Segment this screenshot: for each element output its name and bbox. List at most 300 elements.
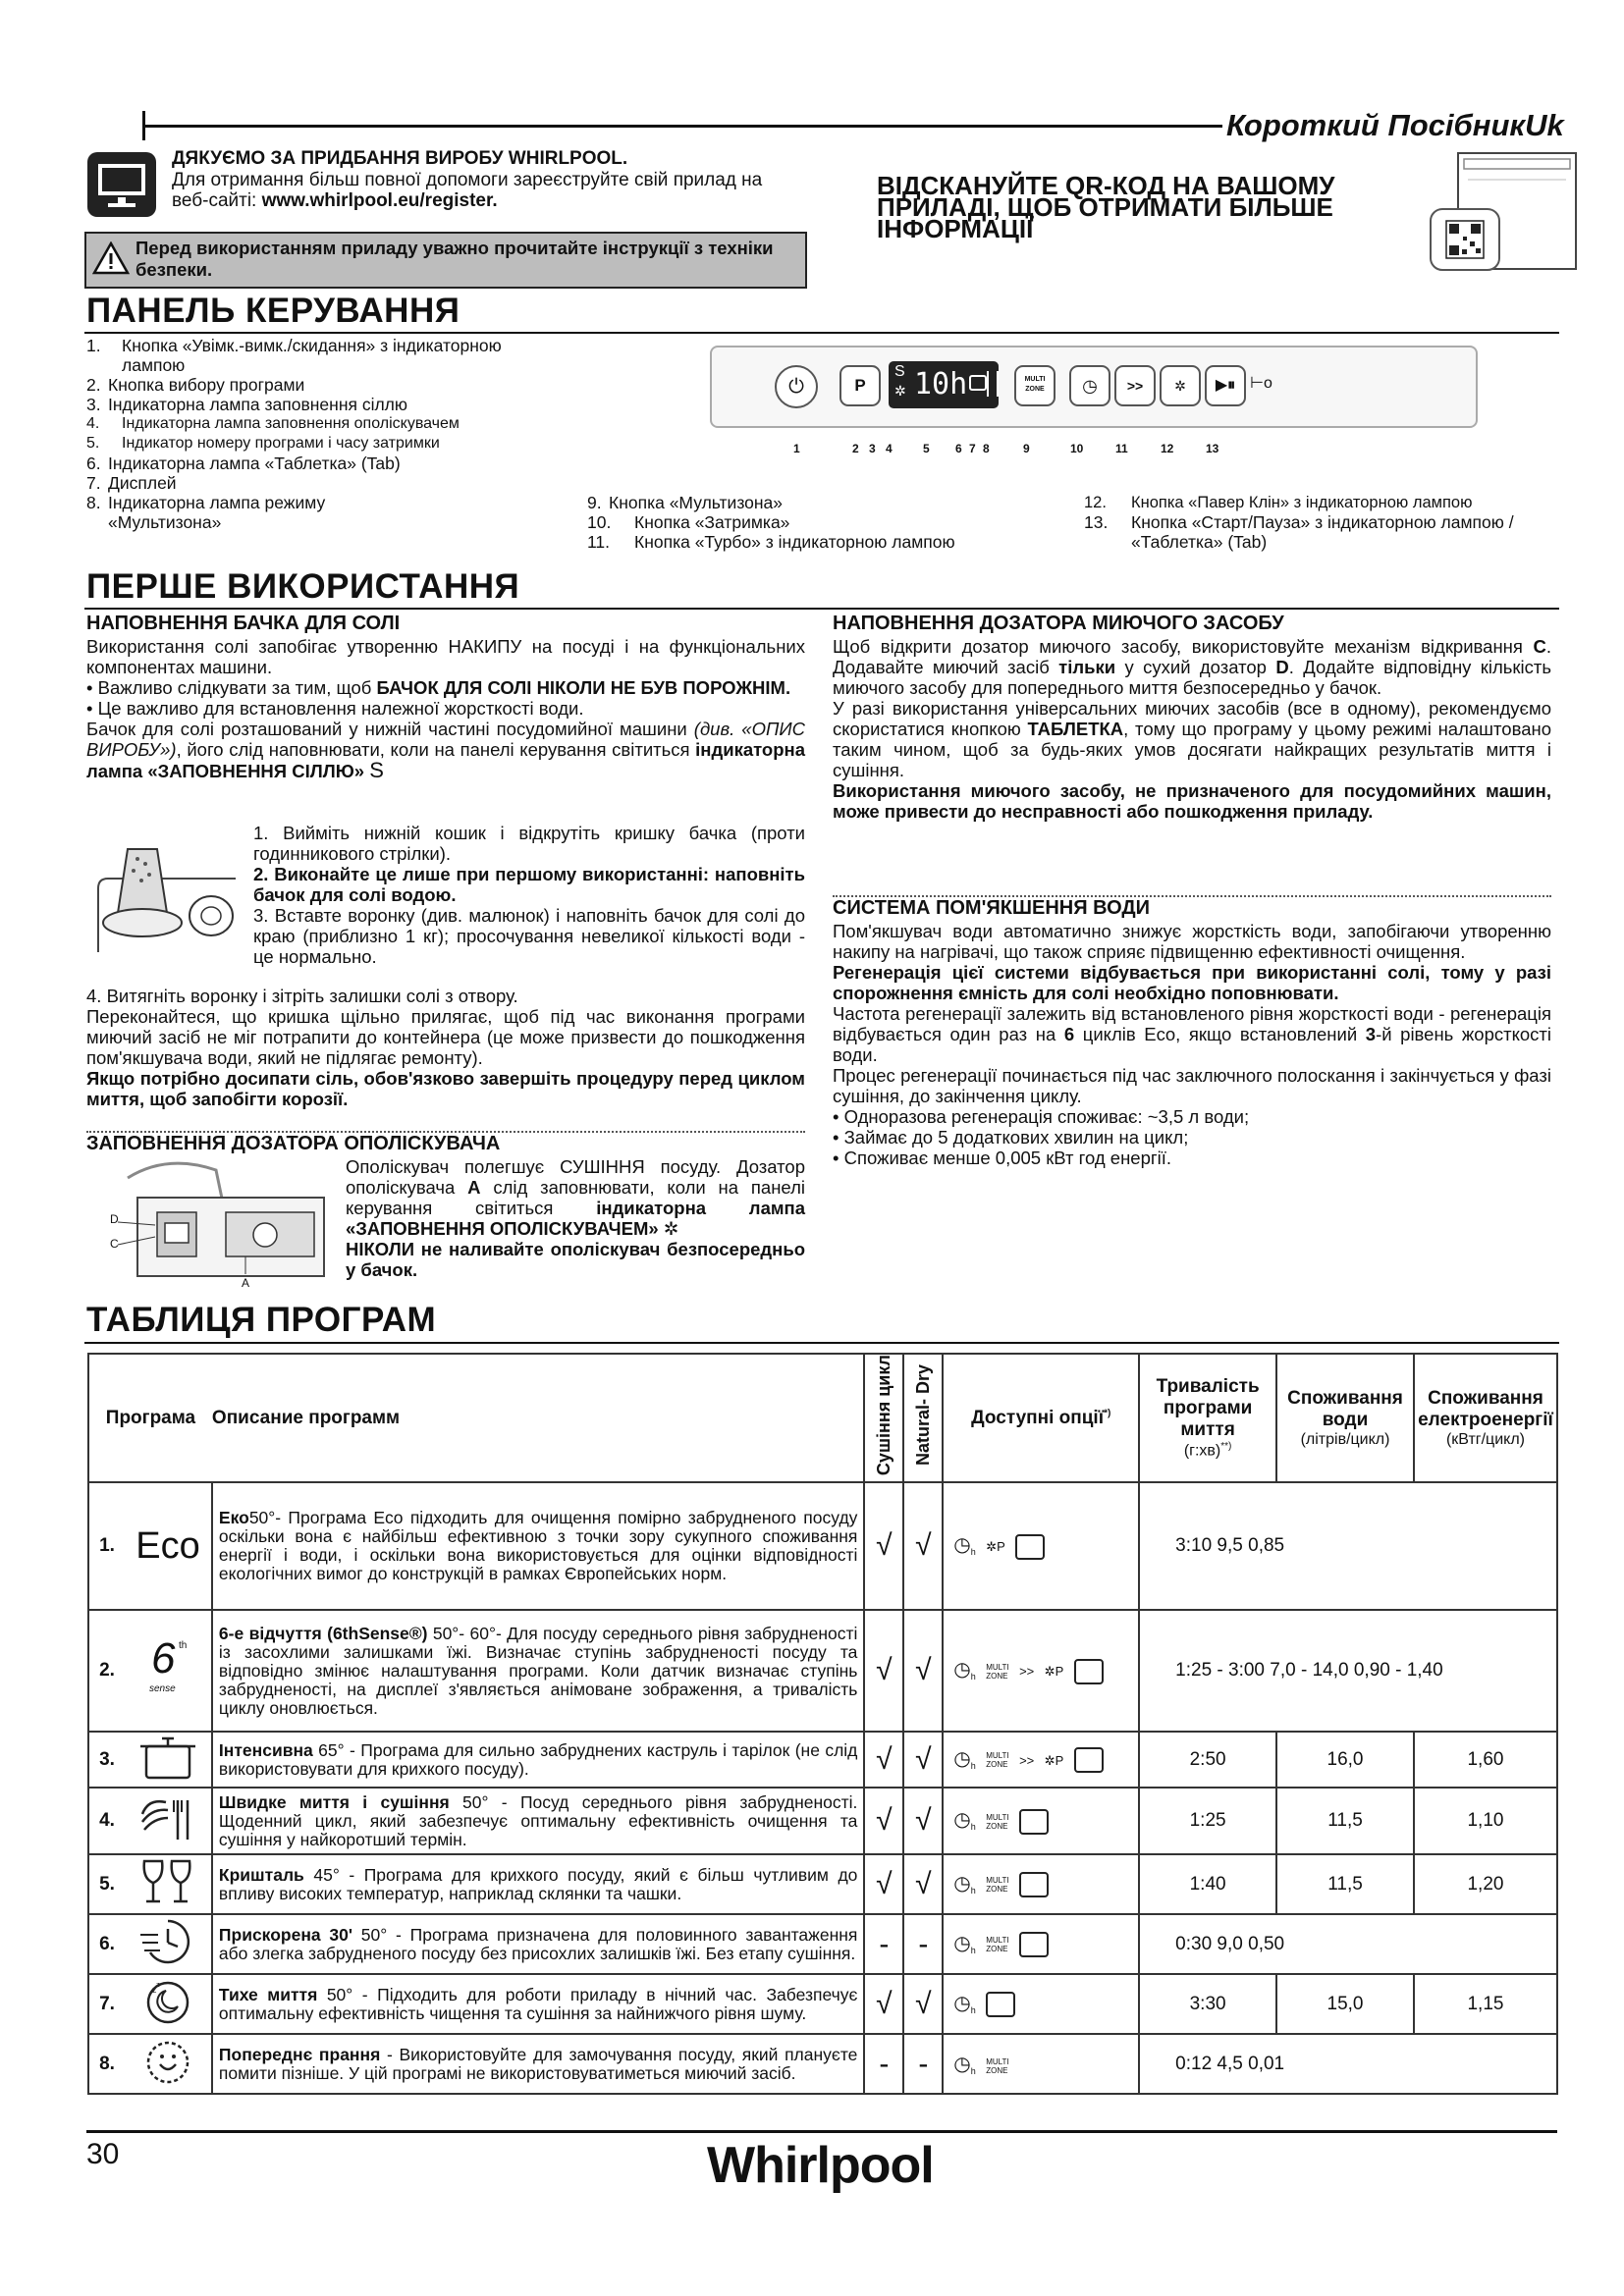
program-description	[212, 1732, 864, 1788]
rinse-title: ЗАПОВНЕННЯ ДОЗАТОРА ОПОЛІСКУВАЧА	[86, 1133, 501, 1154]
duration-value: 1:25 - 3:00	[1175, 1660, 1265, 1682]
cp-item	[587, 493, 1058, 512]
callout-11: 11	[1115, 442, 1128, 455]
callout-1: 1	[793, 442, 800, 455]
cp-item	[86, 414, 548, 434]
program-number: 3.	[99, 1748, 115, 1770]
drying-mark: √	[864, 1854, 903, 1914]
cp-item	[86, 434, 548, 454]
delay-option-icon: ◷	[953, 1992, 971, 2014]
program-cell	[88, 2034, 212, 2094]
multizone-option-icon: MULTI ZONE	[986, 1751, 1009, 1770]
salt-illustration	[88, 820, 245, 957]
table-row	[88, 1482, 1557, 1610]
header-rule	[142, 125, 1222, 128]
program-desc-text: 50°- Програма Eco підходить для очищення помірно забрудненого посуду оскільки вона є найбільш ефективною з точки зору сукупного споживання енергії і води, і оскільки вона використовується для оцінки відповідності екологічних вимог до конструкцій в рамках Європейських норм.	[218, 1508, 858, 1584]
delay-option-icon: ◷	[953, 1872, 971, 1895]
cp-item-label: Індикаторна лампа «Таблетка» (Tab)	[108, 454, 401, 473]
values-cell	[1139, 2034, 1557, 2094]
softener-freq-b: 6	[1063, 1024, 1075, 1044]
power-clean-option-icon: ✲P	[986, 1539, 1005, 1555]
softener-title: СИСТЕМА ПОМ'ЯКШЕННЯ ВОДИ	[833, 897, 1151, 919]
detergent-warning: Використання миючого засобу, не призначеного для посудомийних машин, може привести до несправності або пошкодження приладу.	[833, 780, 1551, 822]
header-energy-unit: (кВтг/цикл)	[1445, 1430, 1525, 1448]
svg-text:z: z	[151, 1985, 157, 1996]
duration-value: 1:40	[1139, 1854, 1276, 1914]
softener-bold: Регенерація цієї системи відбувається при використанні солі, тому у разі спорожнення ємність для солі необхідно поповнювати.	[833, 962, 1551, 1003]
delay-option-icon: ◷	[953, 1747, 971, 1770]
program-number: 4.	[99, 1810, 115, 1832]
delay-button[interactable]: ◷	[1069, 365, 1110, 406]
values-cell	[1139, 1610, 1557, 1732]
detergent-tab-b: ТАБЛЕТКА	[1027, 719, 1124, 739]
detergent-text-d: тільки	[1058, 657, 1116, 677]
header-water	[1276, 1354, 1414, 1482]
program-description	[212, 1854, 864, 1914]
drying-mark: √	[864, 1732, 903, 1788]
thanks-text	[172, 170, 790, 211]
cp-item-label: Кнопка «Старт/Пауза» з індикаторною лампою / «Таблетка» (Tab)	[1131, 512, 1514, 552]
duration-value: 2:50	[1139, 1732, 1276, 1788]
softener-text: Пом'якшувач води автоматично знижує жорсткість води, запобігаючи утворенню накипу на нагрівачі, що також сприяє підвищенню ефективності очищення.	[833, 921, 1551, 962]
detergent-text-a: Щоб відкрити дозатор миючого засобу, використовуйте механізм відкривання	[833, 636, 1534, 657]
cp-item	[587, 512, 1058, 532]
header-duration-text: Тривалість програми миття	[1156, 1375, 1260, 1440]
6th-sense-icon-sub: sense	[148, 1682, 176, 1694]
detergent-text	[833, 636, 1551, 698]
program-desc-text: 45° - Програма для крихкого посуду, який є більш чутливим до впливу високих температур, наприклад склянки та чашки.	[218, 1864, 858, 1903]
salt-bullet-bold: БАЧОК ДЛЯ СОЛІ НІКОЛИ НЕ БУВ ПОРОЖНІМ.	[376, 677, 791, 698]
cp-item-num: 10.	[587, 512, 612, 532]
qr-title: ВІДСКАНУЙТЕ QR-КОД НА ВАШОМУ ПРИЛАДІ, ЩОБ ОТРИМАТИ БІЛЬШЕ ІНФОРМАЦІЇ	[877, 171, 1335, 243]
whirlpool-logo: Whirlpool	[707, 2137, 934, 2194]
control-panel-illustration	[710, 346, 1478, 428]
softener-bullet: • Займає до 5 додаткових хвилин на цикл;	[833, 1127, 1551, 1148]
salt-section	[86, 636, 805, 781]
salt-bullet-text: Важливо слідкувати за тим, щоб	[97, 677, 377, 698]
program-name: Попереднє прання	[218, 2044, 381, 2064]
program-icon-wrap	[125, 2037, 211, 2091]
delay-option-icon: ◷	[953, 2053, 971, 2075]
program-cell	[88, 1914, 212, 1974]
power-button[interactable]: ⏻	[775, 365, 818, 408]
water-value: 9,0	[1217, 1933, 1243, 1954]
drying-mark: -	[864, 2034, 903, 2094]
duration-value: 3:30	[1139, 1974, 1276, 2034]
salt-warning: Якщо потрібно досипати сіль, обов'язково завершіть процедуру перед циклом миття, щоб запобігти корозії.	[86, 1068, 805, 1109]
options-cell: $◷_h$ ✲P	[943, 1482, 1139, 1610]
header-water-text: Споживання води	[1287, 1387, 1403, 1430]
rinse-text-b: A	[467, 1177, 481, 1198]
safety-warning-text: Перед використанням приладу уважно прочитайте інструкції з техніки безпеки.	[135, 238, 774, 280]
program-icon-wrap	[125, 1977, 211, 2031]
register-link[interactable]: www.whirlpool.eu/register.	[261, 190, 498, 211]
cp-item	[86, 375, 548, 395]
salt-step: 2. Виконайте це лише при першому використанні: наповніть бачок для солі водою.	[253, 864, 805, 905]
header-duration	[1139, 1354, 1276, 1482]
header-energy	[1414, 1354, 1557, 1482]
softener-bullet: • Споживає менше 0,005 кВт год енергії.	[833, 1148, 1551, 1168]
salt-bullet-text: Це важливо для встановлення належної жорсткості води.	[97, 698, 584, 719]
program-desc-text: 50°- 60°- Для посуду середнього рівня забрудненості із засохлими залишками їжі. Визначає ступінь забрудненості посуду та відповідно змінює налаштування програми. Коли датчик визначає ступінь забрудненості, на дисплеї з'являється анімоване зображення, а тривалість циклу оновлюється.	[218, 1623, 858, 1718]
options-cell: $◷_h$ MULTI ZONE >> ✲P	[943, 1610, 1139, 1732]
duration-value: 0:30	[1175, 1933, 1213, 1954]
energy-value: 0,01	[1248, 2053, 1285, 2074]
salt-bullet	[86, 677, 805, 698]
first-use-title: ПЕРШЕ ВИКОРИСТАННЯ	[86, 567, 520, 606]
rinse-illustration	[108, 1158, 334, 1291]
multizone-button[interactable]: MULTI ZONE	[1014, 365, 1056, 406]
salt-step: 3. Вставте воронку (див. малюнок) і наповніть бачок для солі до краю (приблизно 1 кг); просочування невеликої кількості води - це нормально.	[253, 905, 805, 967]
thanks-title: ДЯКУЄМО ЗА ПРИДБАННЯ ВИРОБУ WHIRLPOOL.	[172, 148, 628, 169]
softener-bullets	[833, 1106, 1551, 1168]
rinse-indicator-icon: ✲	[663, 1218, 679, 1239]
display-readout: 10h	[914, 367, 968, 401]
detergent-text-b: C	[1533, 636, 1546, 657]
detergent-tab-text	[833, 698, 1551, 780]
cp-item-label: Кнопка «Павер Клін» з індикаторною лампою	[1131, 494, 1473, 511]
program-number: 6.	[99, 1933, 115, 1954]
rinse-text	[346, 1156, 805, 1280]
natural-dry-mark: √	[903, 1482, 943, 1610]
water-value: 15,0	[1276, 1974, 1414, 2034]
rinse-text-c: слід заповнювати, коли на панелі керування світиться	[346, 1177, 805, 1218]
program-number: 8.	[99, 2053, 115, 2074]
turbo-option-icon: >>	[1019, 1664, 1035, 1680]
figure-label-c: C	[110, 1237, 119, 1251]
glass-icon	[138, 1894, 197, 1910]
tab-option-icon	[1074, 1747, 1104, 1773]
tab-option-icon	[1019, 1872, 1049, 1897]
header-duration-unit-wrap	[1140, 1441, 1275, 1460]
cp-item-num: 8.	[86, 493, 101, 512]
salt-steps	[253, 823, 805, 967]
header-energy-text: Споживання електроенергії	[1418, 1387, 1553, 1430]
energy-value: 1,20	[1414, 1854, 1557, 1914]
salt-location-bold: індикаторна лампа «ЗАПОВНЕННЯ СІЛЛЮ»	[86, 739, 805, 781]
computer-icon	[86, 151, 157, 218]
detergent-text-g: . Додайте відповідну кількість миючого засобу для попереднього миття безпосередньо у бачок.	[833, 657, 1551, 698]
program-description	[212, 1974, 864, 2034]
svg-text:z: z	[155, 1982, 160, 1990]
table-row	[88, 1788, 1557, 1854]
detergent-title: НАПОВНЕННЯ ДОЗАТОРА МИЮЧОГО ЗАСОБУ	[833, 613, 1284, 634]
cp-item-num: 3.	[86, 395, 101, 414]
header-duration-unit: (г:хв)	[1183, 1442, 1221, 1460]
natural-dry-mark: -	[903, 1914, 943, 1974]
start-pause-button[interactable]: ▶⏸	[1205, 365, 1246, 406]
options-cell: $◷_h$ MULTI ZONE >> ✲P	[943, 1732, 1139, 1788]
program-icon-wrap	[125, 1794, 211, 1848]
cp-item-num: 5.	[86, 435, 100, 452]
fast-icon	[138, 1831, 197, 1847]
softener-process: Процес регенерації починається під час заключного полоскання і закінчується у фазі сушіння, до закінчення циклу.	[833, 1065, 1551, 1106]
header-options-note: *)	[1104, 1408, 1111, 1419]
tab-indicator-icon	[969, 375, 987, 391]
values-cell	[1139, 1914, 1557, 1974]
table-row	[88, 1914, 1557, 1974]
salt-step: 1. Вийміть нижній кошик і відкрутіть кришку бачка (проти годинникового стрілки).	[253, 823, 805, 864]
drying-mark: √	[864, 1974, 903, 2034]
callout-6: 6	[955, 442, 962, 455]
footer-rule	[86, 2130, 1557, 2133]
program-name: Інтенсивна	[218, 1739, 313, 1760]
options-cell: $◷_h$ MULTI ZONE	[943, 1854, 1139, 1914]
program-name: Швидке миття і сушіння	[218, 1791, 450, 1812]
cp-item	[1084, 493, 1555, 512]
detergent-text-e: у сухий дозатор	[1115, 657, 1276, 677]
program-cell	[88, 1974, 212, 2034]
drying-mark: √	[864, 1610, 903, 1732]
callout-3: 3	[869, 442, 876, 455]
rinse-indicator-icon: ✲	[894, 383, 906, 399]
delay-option-icon: ◷	[953, 1659, 971, 1682]
program-desc-text: 50° - Посуд середнього рівня забрудненості. Щоденний цикл, який забезпечує оптимальну ефективність очищення та сушіння у найкоротший термін.	[218, 1791, 858, 1849]
cp-item-label: Індикатор номеру програми і часу затримки	[122, 435, 440, 452]
salt-title: НАПОВНЕННЯ БАЧКА ДЛЯ СОЛІ	[86, 613, 401, 634]
display-panel	[889, 361, 999, 408]
options-cell: $◷_h$ MULTI ZONE	[943, 1788, 1139, 1854]
cp-item	[86, 493, 548, 532]
multizone-option-icon: MULTI ZONE	[986, 1812, 1009, 1831]
energy-value: 0,85	[1248, 1535, 1285, 1557]
cp-item-num: 4.	[86, 415, 100, 432]
cp-item-num: 13.	[1084, 512, 1109, 532]
program-number: 7.	[99, 1993, 115, 2014]
duration-value: 1:25	[1139, 1788, 1276, 1854]
program-desc-text: 50° - Програма призначена для половинного завантаження або злегка забрудненого посуду без присохлих залишків їжі. Без етапу сушіння.	[218, 1924, 858, 1963]
drying-mark: √	[864, 1788, 903, 1854]
power-clean-option-icon: ✲P	[1044, 1664, 1064, 1680]
salt-step: 4. Витягніть воронку і зітріть залишки солі з отвору.	[86, 986, 518, 1006]
options-cell: $◷_h$ MULTI ZONE	[943, 2034, 1139, 2094]
cp-item-label: Кнопка «Затримка»	[634, 512, 790, 532]
salt-indicator-icon: S	[369, 758, 384, 782]
control-panel-list-1	[86, 336, 548, 532]
energy-value: 0,50	[1248, 1933, 1285, 1954]
control-panel-rule	[84, 332, 1559, 334]
tab-option-icon	[1019, 1809, 1049, 1835]
program-icon-wrap	[125, 1633, 211, 1702]
softener-freq-a: Частота регенерації залежить від встановленого рівня жорсткості води - регенерація відбувається один раз на	[833, 1003, 1551, 1044]
salt-bullet	[86, 698, 805, 719]
turbo-button[interactable]: >>	[1114, 365, 1156, 406]
water-value: 11,5	[1276, 1854, 1414, 1914]
options-cell: $◷_h$ MULTI ZONE	[943, 1914, 1139, 1974]
program-icon-wrap	[125, 1733, 211, 1787]
softener-freq-d: 3	[1365, 1024, 1377, 1044]
drying-mark: -	[864, 1914, 903, 1974]
eco-icon: Eco	[135, 1524, 200, 1567]
cp-item-num: 7.	[86, 473, 101, 493]
cp-item-label: Дисплей	[108, 473, 177, 493]
salt-location-ref: (див. «ОПИС ВИРОБУ»)	[86, 719, 805, 760]
cp-item-num: 2.	[86, 375, 101, 395]
program-icon-wrap	[125, 1857, 211, 1911]
callout-13: 13	[1206, 442, 1219, 455]
salt-check: Переконайтеся, що кришка щільно прилягає, щоб під час виконання програми миючий засіб не міг потрапити до контейнера (це може призвести до пошкодження пом'якшувача води, який не підлягає ремонту).	[86, 1006, 805, 1068]
program-description	[212, 1914, 864, 1974]
guide-title: Короткий ПосібникUk	[1226, 108, 1564, 142]
table-row	[88, 1610, 1557, 1732]
cp-item-label: Індикаторна лампа заповнення сіллю	[108, 395, 408, 414]
control-panel-list-2	[587, 493, 1058, 552]
tab-option-icon	[1074, 1659, 1104, 1684]
program-name: Прискорена 30'	[218, 1924, 353, 1945]
cp-item	[86, 473, 548, 493]
callout-8: 8	[983, 442, 990, 455]
header-program: Програма	[88, 1354, 212, 1482]
callout-9: 9	[1023, 442, 1030, 455]
callout-10: 10	[1070, 442, 1084, 455]
callout-2: 2	[852, 442, 859, 455]
figure-label-d: D	[110, 1212, 119, 1226]
drying-mark: √	[864, 1482, 903, 1610]
softener-bullet: • Одноразова регенерація споживає: ~3,5 л води;	[833, 1106, 1551, 1127]
natural-dry-mark: √	[903, 1854, 943, 1914]
cp-item-num: 9.	[587, 493, 602, 512]
detergent-text-c: . Додавайте миючий засіб	[833, 636, 1551, 677]
softener-section	[833, 921, 1551, 1168]
cp-item	[86, 454, 548, 473]
thanks-text-body: Для отримання більш повної допомоги зареєструйте свій прилад на веб-сайті:	[172, 170, 763, 211]
header-water-unit: (літрів/цикл)	[1300, 1430, 1390, 1448]
rapid-icon	[138, 1953, 197, 1970]
header-drying	[864, 1354, 903, 1482]
program-name: Кришталь	[218, 1864, 304, 1885]
header-natural-dry	[903, 1354, 943, 1482]
energy-value: 0,90 - 1,40	[1353, 1660, 1443, 1682]
tab-option-icon	[986, 1992, 1015, 2017]
program-cell	[88, 1482, 212, 1610]
water-value: 11,5	[1276, 1788, 1414, 1854]
control-panel-list-3	[1084, 493, 1555, 552]
cp-item-num: 6.	[86, 454, 101, 473]
salt-location-text2: , його слід наповнювати, коли на панелі керування світиться	[176, 739, 696, 760]
cp-item-num: 11.	[587, 532, 611, 552]
cp-item-label: Індикаторна лампа режиму «Мультизона»	[108, 493, 326, 532]
table-row	[88, 1732, 1557, 1788]
program-description	[212, 1788, 864, 1854]
softener-freq-e: -й рівень жорсткості води.	[833, 1024, 1552, 1065]
multizone-option-icon: MULTI ZONE	[986, 2056, 1009, 2075]
natural-dry-mark: √	[903, 1610, 943, 1732]
program-name: Еко	[218, 1508, 249, 1528]
tab-option-icon	[1015, 1534, 1045, 1560]
program-table	[87, 1353, 1558, 2095]
safety-warning-bar	[84, 232, 807, 289]
program-table-title: ТАБЛИЦЯ ПРОГРАМ	[86, 1301, 437, 1339]
softener-frequency	[833, 1003, 1551, 1065]
natural-dry-mark: √	[903, 1788, 943, 1854]
program-cell	[88, 1788, 212, 1854]
pot-icon	[138, 1769, 197, 1786]
cp-item-num: 1.	[86, 336, 101, 355]
tab-option-icon	[1019, 1932, 1049, 1957]
program-cell	[88, 1610, 212, 1732]
first-use-rule	[84, 608, 1559, 610]
multizone-option-icon: MULTI ZONE	[986, 1876, 1009, 1895]
callout-12: 12	[1161, 442, 1174, 455]
natural-dry-mark: -	[903, 2034, 943, 2094]
prewash-icon	[138, 2073, 197, 2090]
program-name: Тихе миття	[218, 1984, 318, 2004]
program-name: 6-е відчуття (6thSense®)	[218, 1623, 428, 1643]
table-row	[88, 2034, 1557, 2094]
rinse-text-a: Ополіскувач полегшує СУШІННЯ посуду. Дозатор ополіскувача	[346, 1156, 805, 1198]
natural-dry-mark: √	[903, 1974, 943, 2034]
multizone-option-icon: MULTI ZONE	[986, 1662, 1009, 1681]
program-icon-wrap	[125, 1525, 211, 1568]
header-natural-dry-text: Natural- Dry	[912, 1364, 933, 1467]
6th-sense-icon-sup: th	[178, 1639, 188, 1651]
header-options	[943, 1354, 1139, 1482]
dishwasher-qr-illustration	[1429, 150, 1581, 273]
program-description	[212, 1482, 864, 1610]
night-icon	[138, 1982, 197, 2030]
cp-item-label: Кнопка вибору програми	[108, 375, 305, 395]
values-cell	[1139, 1482, 1557, 1610]
header-description: Описание программ	[212, 1354, 864, 1482]
water-value: 4,5	[1217, 2053, 1243, 2074]
program-number: 2.	[99, 1660, 115, 1682]
energy-value: 1,60	[1414, 1732, 1557, 1788]
water-value: 16,0	[1276, 1732, 1414, 1788]
cp-item-num: 12.	[1084, 494, 1107, 511]
water-value: 7,0 - 14,0	[1270, 1660, 1349, 1682]
delay-option-icon: ◷	[953, 1809, 971, 1832]
rinse-text-d: індикаторна лампа «ЗАПОВНЕННЯ ОПОЛІСКУВАЧЕМ»	[346, 1198, 805, 1239]
natural-dry-mark: √	[903, 1732, 943, 1788]
figure-label-a: A	[242, 1276, 250, 1290]
callout-4: 4	[886, 442, 893, 455]
header-drying-text: Сушіння цикл	[873, 1355, 893, 1476]
cp-item-label: Кнопка «Увімк.-вимк./скидання» з індикаторною лампою	[122, 336, 502, 375]
control-panel-title: ПАНЕЛЬ КЕРУВАННЯ	[86, 292, 460, 330]
program-number: 5.	[99, 1873, 115, 1895]
callout-7: 7	[969, 442, 976, 455]
cp-item	[86, 336, 548, 375]
cp-item	[587, 532, 1058, 552]
salt-bullets	[86, 677, 805, 719]
detergent-tab-c: , тому що програму у цьому режимі налаштовано таким чином, щоб за будь-яких умов досягати найкращих результатів миття і сушіння.	[833, 719, 1551, 780]
duration-value: 0:12	[1175, 2053, 1213, 2074]
power-clean-button[interactable]: ✲	[1160, 365, 1201, 406]
salt-location	[86, 719, 805, 781]
multizone-option-icon: MULTI ZONE	[986, 1936, 1009, 1954]
cp-item	[86, 395, 548, 414]
program-desc-text: - Використовуйте для замочування посуду, який плануєте помити пізніше. У цій програмі не використовуватиметься миючий засіб.	[218, 2044, 858, 2083]
program-description	[212, 2034, 864, 2094]
options-cell: $◷_h$	[943, 1974, 1139, 2034]
detergent-text-f: D	[1275, 657, 1289, 677]
table-row	[88, 1974, 1557, 2034]
table-row	[88, 1854, 1557, 1914]
softener-freq-c: циклів Eco, якщо встановлений	[1074, 1024, 1366, 1044]
program-number: 1.	[99, 1535, 115, 1557]
multizone-indicator-icon	[987, 371, 999, 397]
energy-value: 1,10	[1414, 1788, 1557, 1854]
water-value: 9,5	[1217, 1535, 1243, 1557]
program-cell	[88, 1854, 212, 1914]
header-rule-tick	[142, 111, 145, 140]
program-table-rule	[84, 1342, 1559, 1344]
6th-sense-icon	[143, 1633, 192, 1697]
header-options-text: Доступні опції	[971, 1407, 1105, 1428]
program-button[interactable]: P	[839, 365, 881, 406]
delay-option-icon: ◷	[953, 1534, 971, 1557]
rinse-warning: НІКОЛИ не наливайте ополіскувач безпосередньо у бачок.	[346, 1239, 805, 1280]
